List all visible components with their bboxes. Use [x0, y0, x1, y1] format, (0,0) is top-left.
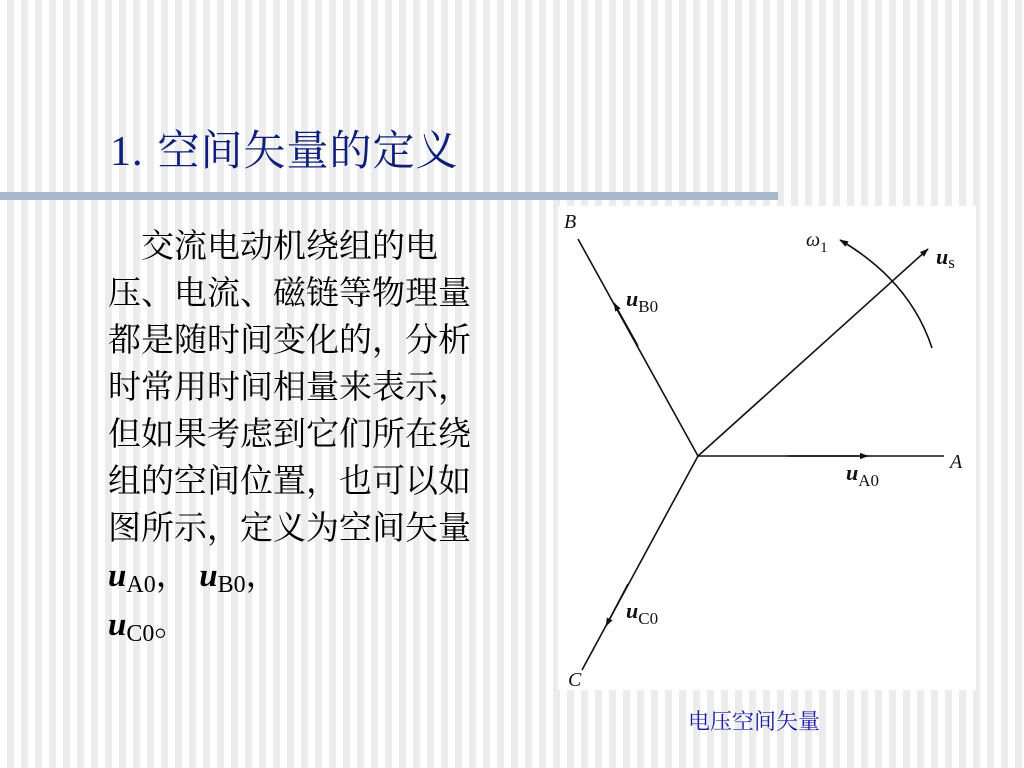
body-line-9: 空间矢量 [339, 508, 471, 547]
figure-caption: 电压空间矢量 [688, 710, 821, 735]
body-line-6: 果考虑到它们所在绕 [174, 414, 471, 453]
omega-label: $\omega_1$ [806, 229, 828, 256]
slide-title [110, 118, 459, 178]
vector-ua0-inline: $u_{A0}$ [108, 558, 156, 598]
uc0-arrow [606, 584, 628, 626]
body-line-3: 物理量都是随时间变 [108, 273, 471, 359]
axis-c-label: C [568, 669, 582, 690]
body-line-8: 以如图所示，定义为 [108, 461, 471, 547]
vector-ub0-inline: $u_{B0}$ [199, 558, 246, 598]
title-text: 空间矢量的定义 [157, 126, 459, 175]
axis-c-line [582, 456, 698, 670]
axis-b-line [578, 239, 698, 456]
uc0-label: $u_{C0}$ [626, 598, 659, 628]
space-vector-diagram [558, 206, 976, 690]
body-line-4: 化的，分析时常用时 [108, 320, 471, 406]
omega-rotation-arc [840, 240, 932, 348]
body-paragraph [108, 222, 473, 649]
title-number: 1. [110, 129, 144, 175]
axis-b-label: B [564, 211, 577, 233]
body-line-7: 组的空间位置，也可 [108, 461, 405, 500]
title-divider [0, 192, 778, 200]
vector-ub0-sep: ， [245, 555, 279, 594]
us-vector [698, 249, 928, 456]
us-label: us [936, 244, 955, 272]
vector-ua0-sep: ， [155, 555, 200, 594]
body-line-2: 电压、电流、磁链等 [108, 226, 438, 312]
body-line-1: 交流电动机绕组的 [141, 226, 405, 265]
ub0-label: $u_{B0}$ [626, 286, 659, 316]
axis-a-label: A [950, 451, 963, 473]
vector-uc0-inline: $u_{C0}$ [108, 607, 155, 647]
ua0-label: $u_{A0}$ [846, 460, 880, 490]
vector-uc0-sep: 。 [154, 604, 188, 643]
body-line-5: 间相量来表示，但如 [108, 367, 471, 453]
